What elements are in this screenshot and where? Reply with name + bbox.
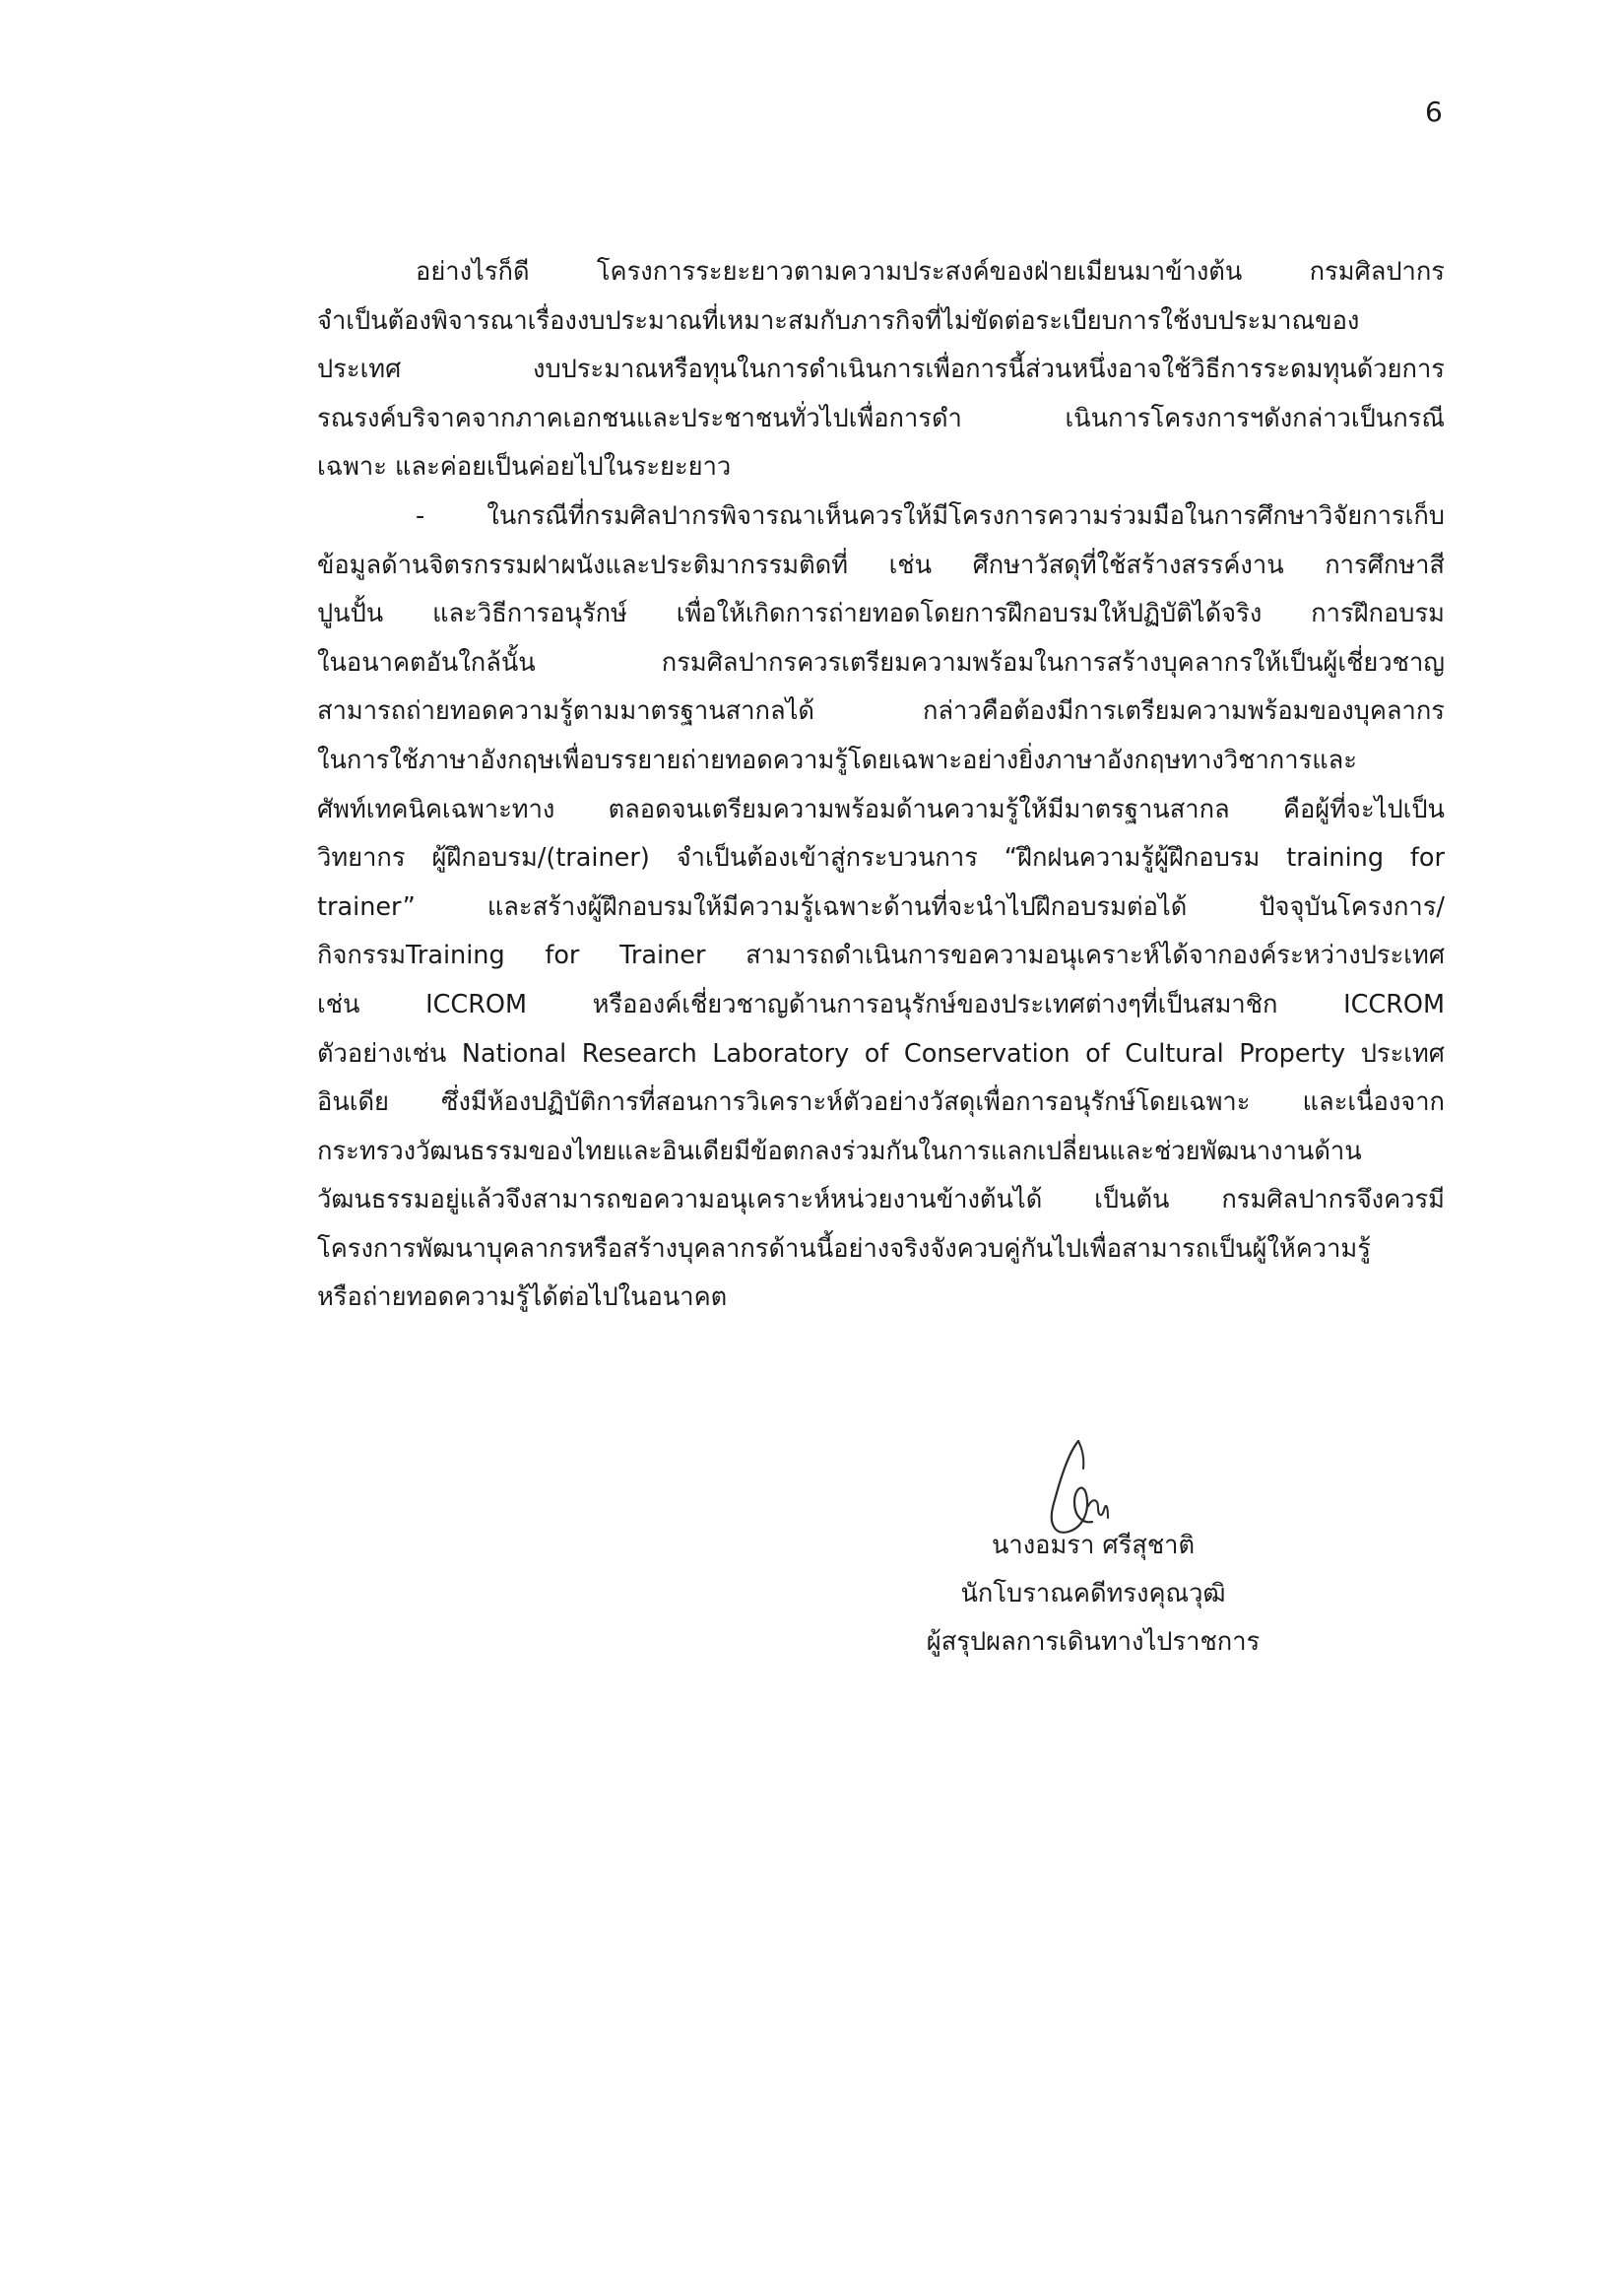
signer-role: ผู้สรุปผลการเดินทางไปราชการ bbox=[926, 1627, 1261, 1657]
signature-block bbox=[886, 1522, 1300, 1667]
paragraph-2-line-3: ปูนปั้น และวิธีการอนุรักษ์ เพื่อให้เกิดการถ่ายทอดโดยการฝึกอบรมให้ปฏิบัติได้จริง การฝึกอบรม bbox=[317, 599, 1445, 629]
signer-name: นางอมรา ศรีสุชาติ bbox=[991, 1531, 1196, 1560]
paragraph-2-line-8: วิทยากร ผู้ฝึกอบรม/(trainer) จำเป็นต้องเข้าสู่กระบวนการ “ฝึกฝนความรู้ผู้ฝึกอบรม training for bbox=[317, 843, 1445, 874]
paragraph-2-line-1: - ในกรณีที่กรมศิลปากรพิจารณาเห็นควรให้มีโครงการความร่วมมือในการศึกษาวิจัยการเก็บ bbox=[416, 500, 1445, 531]
signer-position: นักโบราณคดีทรงคุณวุฒิ bbox=[960, 1579, 1226, 1608]
paragraph-2-line-11: เช่น ICCROM หรือองค์เชี่ยวชาญด้านการอนุรักษ์ของประเทศต่างๆที่เป็นสมาชิก ICCROM bbox=[317, 989, 1445, 1019]
paragraph-2-line-15: วัฒนธรรมอยู่แล้วจึงสามารถขอความอนุเคราะห์หน่วยงานข้างต้นได้ เป็นต้น กรมศิลปากรจึงควรมี bbox=[317, 1185, 1445, 1215]
paragraph-2-line-10: กิจกรรมTraining for Trainer สามารถดำเนินการขอความอนุเคราะห์ได้จากองค์ระหว่างประเทศ bbox=[317, 941, 1445, 971]
paragraph-2-line-17: หรือถ่ายทอดความรู้ได้ต่อไปในอนาคต bbox=[317, 1282, 728, 1313]
paragraph-1-line-5: เฉพาะ และค่อยเป็นค่อยไปในระยะยาว bbox=[317, 452, 732, 483]
page-number: 6 bbox=[1425, 96, 1443, 128]
paragraph-2-line-12: ตัวอย่างเช่น National Research Laboratory of Conservation of Cultural Property ประเทศ bbox=[317, 1038, 1445, 1069]
paragraph-2-line-16: โครงการพัฒนาบุคลากรหรือสร้างบุคลากรด้านนี้อย่างจริงจังควบคู่กันไปเพื่อสามารถเป็นผู้ให้ความรู้ bbox=[317, 1233, 1371, 1264]
paragraph-1-line-4: รณรงค์บริจาคจากภาคเอกชนและประชาชนทั่วไปเพื่อการดำ เนินการโครงการฯดังกล่าวเป็นกรณี bbox=[317, 403, 1445, 433]
paragraph-1-line-1: อย่างไรก็ดี โครงการระยะยาวตามความประสงค์ของฝ่ายเมียนมาข้างต้น กรมศิลปากร bbox=[416, 257, 1445, 287]
paragraph-2-line-4: ในอนาคตอันใกล้นั้น กรมศิลปากรควรเตรียมความพร้อมในการสร้างบุคลากรให้เป็นผู้เชี่ยวชาญ bbox=[317, 647, 1445, 678]
body-text bbox=[317, 248, 1445, 1323]
paragraph-2-line-6: ในการใช้ภาษาอังกฤษเพื่อบรรยายถ่ายทอดความรู้โดยเฉพาะอย่างยิ่งภาษาอังกฤษทางวิชาการและ bbox=[317, 745, 1357, 775]
paragraph-2-line-2: ข้อมูลด้านจิตรกรรมฝาผนังและประติมากรรมติดที่ เช่น ศึกษาวัสดุที่ใช้สร้างสรรค์งาน การศึกษาสี bbox=[317, 550, 1445, 580]
paragraph-2-line-5: สามารถถ่ายทอดความรู้ตามมาตรฐานสากลได้ กล่าวคือต้องมีการเตรียมความพร้อมของบุคลากร bbox=[317, 696, 1445, 727]
paragraph-2-line-13: อินเดีย ซึ่งมีห้องปฏิบัติการที่สอนการวิเคราะห์ตัวอย่างวัสดุเพื่อการอนุรักษ์โดยเฉพาะ และเนื่องจาก bbox=[317, 1087, 1445, 1118]
paragraph-1-line-3: ประเทศ งบประมาณหรือทุนในการดำเนินการเพื่อการนี้ส่วนหนึ่งอาจใช้วิธีการระดมทุนด้วยการ bbox=[317, 355, 1445, 385]
paragraph-2-line-14: กระทรวงวัฒนธรรมของไทยและอินเดียมีข้อตกลงร่วมกันในการแลกเปลี่ยนและช่วยพัฒนางานด้าน bbox=[317, 1136, 1362, 1166]
paragraph-1-line-2: จำเป็นต้องพิจารณาเรื่องงบประมาณที่เหมาะสมกับภารกิจที่ไม่ขัดต่อระเบียบการใช้งบประมาณของ bbox=[317, 305, 1360, 336]
paragraph-2-line-9: trainer” และสร้างผู้ฝึกอบรมให้มีความรู้เฉพาะด้านที่จะนำไปฝึกอบรมต่อได้ ปัจจุบันโครงการ/ bbox=[317, 891, 1445, 922]
paragraph-2-line-7: ศัพท์เทคนิคเฉพาะทาง ตลอดจนเตรียมความพร้อมด้านความรู้ให้มีมาตรฐานสากล คือผู้ที่จะไปเป็น bbox=[317, 794, 1445, 824]
